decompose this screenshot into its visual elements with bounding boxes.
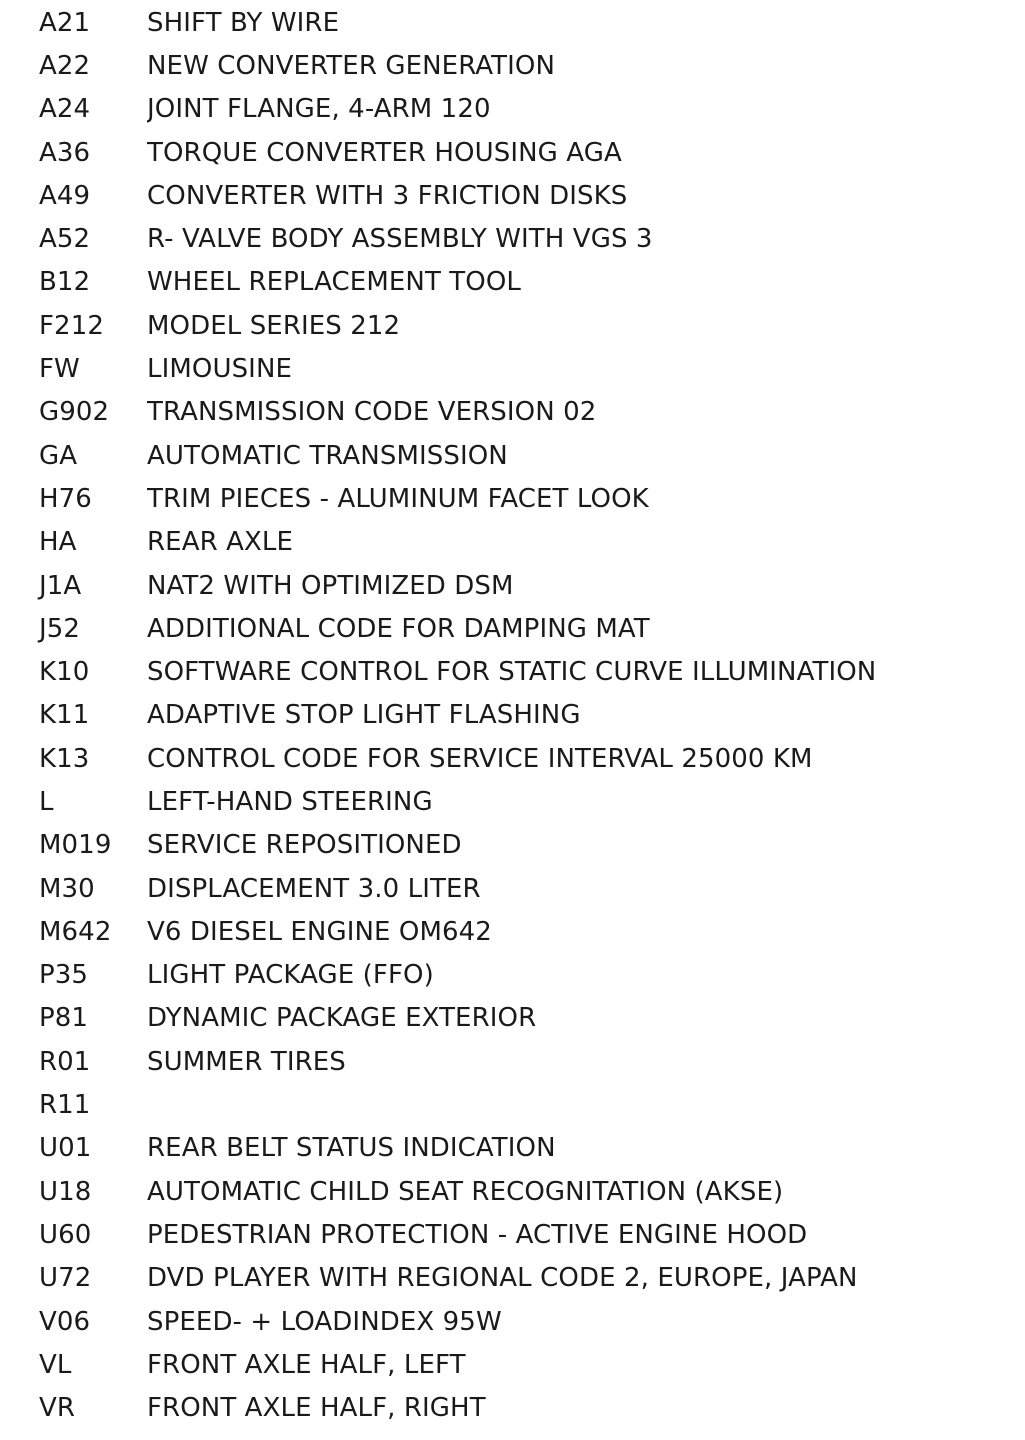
option-code: R01: [39, 1046, 91, 1077]
code-row: [0, 174, 1025, 217]
option-code: V06: [39, 1306, 91, 1337]
option-description: REAR BELT STATUS INDICATION: [147, 1133, 556, 1164]
option-code: M30: [39, 873, 95, 904]
code-row: [0, 434, 1025, 477]
code-row: [0, 304, 1025, 347]
option-description: CONTROL CODE FOR SERVICE INTERVAL 25000 KM: [147, 743, 813, 774]
code-row: [0, 867, 1025, 910]
code-row: [0, 780, 1025, 823]
option-code: H76: [39, 483, 92, 514]
option-description: FRONT AXLE HALF, LEFT: [147, 1349, 466, 1380]
option-description: SUMMER TIRES: [147, 1046, 346, 1077]
code-row: [0, 997, 1025, 1040]
option-code: J1A: [39, 570, 82, 601]
code-row: [0, 1083, 1025, 1126]
code-row: [0, 391, 1025, 434]
option-code: U18: [39, 1176, 92, 1207]
code-row: [0, 521, 1025, 564]
option-code: U72: [39, 1263, 92, 1294]
option-code: K10: [39, 657, 90, 688]
code-row: [0, 1, 1025, 44]
option-description: NEW CONVERTER GENERATION: [147, 50, 556, 81]
code-row: [0, 607, 1025, 650]
option-description: SOFTWARE CONTROL FOR STATIC CURVE ILLUMINATION: [147, 657, 877, 688]
code-row: [0, 1127, 1025, 1170]
option-description: TRIM PIECES - ALUMINUM FACET LOOK: [147, 483, 649, 514]
option-description: LIGHT PACKAGE (FFO): [147, 960, 434, 991]
option-code: A49: [39, 180, 91, 211]
option-description: AUTOMATIC TRANSMISSION: [147, 440, 508, 471]
option-description: REAR AXLE: [147, 527, 294, 558]
option-code: GA: [39, 440, 78, 471]
code-row: [0, 1257, 1025, 1300]
option-code: L: [39, 786, 54, 817]
option-description: DISPLACEMENT 3.0 LITER: [147, 873, 481, 904]
option-description: ADDITIONAL CODE FOR DAMPING MAT: [147, 613, 650, 644]
option-code: U01: [39, 1133, 92, 1164]
option-description: ADAPTIVE STOP LIGHT FLASHING: [147, 700, 581, 731]
option-description: NAT2 WITH OPTIMIZED DSM: [147, 570, 514, 601]
code-row: [0, 44, 1025, 87]
option-code: M642: [39, 916, 112, 947]
option-description: JOINT FLANGE, 4-ARM 120: [147, 94, 491, 125]
code-row: [0, 824, 1025, 867]
option-description: SPEED- + LOADINDEX 95W: [147, 1306, 502, 1337]
option-description: DYNAMIC PACKAGE EXTERIOR: [147, 1003, 537, 1034]
option-code: HA: [39, 527, 77, 558]
option-description: PEDESTRIAN PROTECTION - ACTIVE ENGINE HOOD: [147, 1219, 808, 1250]
code-row: [0, 1300, 1025, 1343]
code-row: [0, 261, 1025, 304]
option-description: FRONT AXLE HALF, RIGHT: [147, 1393, 486, 1424]
option-code: B12: [39, 267, 91, 298]
option-description: TRANSMISSION CODE VERSION 02: [147, 397, 597, 428]
option-description: R- VALVE BODY ASSEMBLY WITH VGS 3: [147, 224, 653, 255]
code-row: [0, 1040, 1025, 1083]
option-code: R11: [39, 1090, 91, 1121]
option-code: K13: [39, 743, 90, 774]
code-row: [0, 737, 1025, 780]
option-code: U60: [39, 1219, 92, 1250]
code-row: [0, 217, 1025, 260]
option-code: A24: [39, 94, 91, 125]
option-code: A52: [39, 224, 91, 255]
option-code: K11: [39, 700, 90, 731]
option-code: P81: [39, 1003, 89, 1034]
option-code: VR: [39, 1393, 76, 1424]
option-description: WHEEL REPLACEMENT TOOL: [147, 267, 521, 298]
code-row: [0, 564, 1025, 607]
code-row: [0, 477, 1025, 520]
code-row: [0, 1387, 1025, 1430]
option-description: V6 DIESEL ENGINE OM642: [147, 916, 492, 947]
option-code: FW: [39, 354, 80, 385]
code-row: [0, 131, 1025, 174]
code-row: [0, 88, 1025, 131]
code-row: [0, 347, 1025, 390]
option-description: MODEL SERIES 212: [147, 310, 401, 341]
option-code: G902: [39, 397, 110, 428]
option-description: AUTOMATIC CHILD SEAT RECOGNITATION (AKSE): [147, 1176, 784, 1207]
code-row: [0, 694, 1025, 737]
code-row: [0, 910, 1025, 953]
option-code: M019: [39, 830, 112, 861]
option-code: P35: [39, 960, 89, 991]
option-description: DVD PLAYER WITH REGIONAL CODE 2, EUROPE, JAPAN: [147, 1263, 858, 1294]
code-row: [0, 1170, 1025, 1213]
option-description: SHIFT BY WIRE: [147, 7, 340, 38]
code-row: [0, 1213, 1025, 1256]
option-description: CONVERTER WITH 3 FRICTION DISKS: [147, 180, 628, 211]
option-code: A22: [39, 50, 91, 81]
option-code: VL: [39, 1349, 72, 1380]
code-row: [0, 1343, 1025, 1386]
option-code: F212: [39, 310, 104, 341]
option-code: J52: [39, 613, 81, 644]
option-code: A21: [39, 7, 91, 38]
code-row: [0, 650, 1025, 693]
option-code: A36: [39, 137, 91, 168]
option-description: SERVICE REPOSITIONED: [147, 830, 462, 861]
option-description: LEFT-HAND STEERING: [147, 786, 433, 817]
option-description: LIMOUSINE: [147, 354, 293, 385]
option-description: TORQUE CONVERTER HOUSING AGA: [147, 137, 622, 168]
code-row: [0, 954, 1025, 997]
